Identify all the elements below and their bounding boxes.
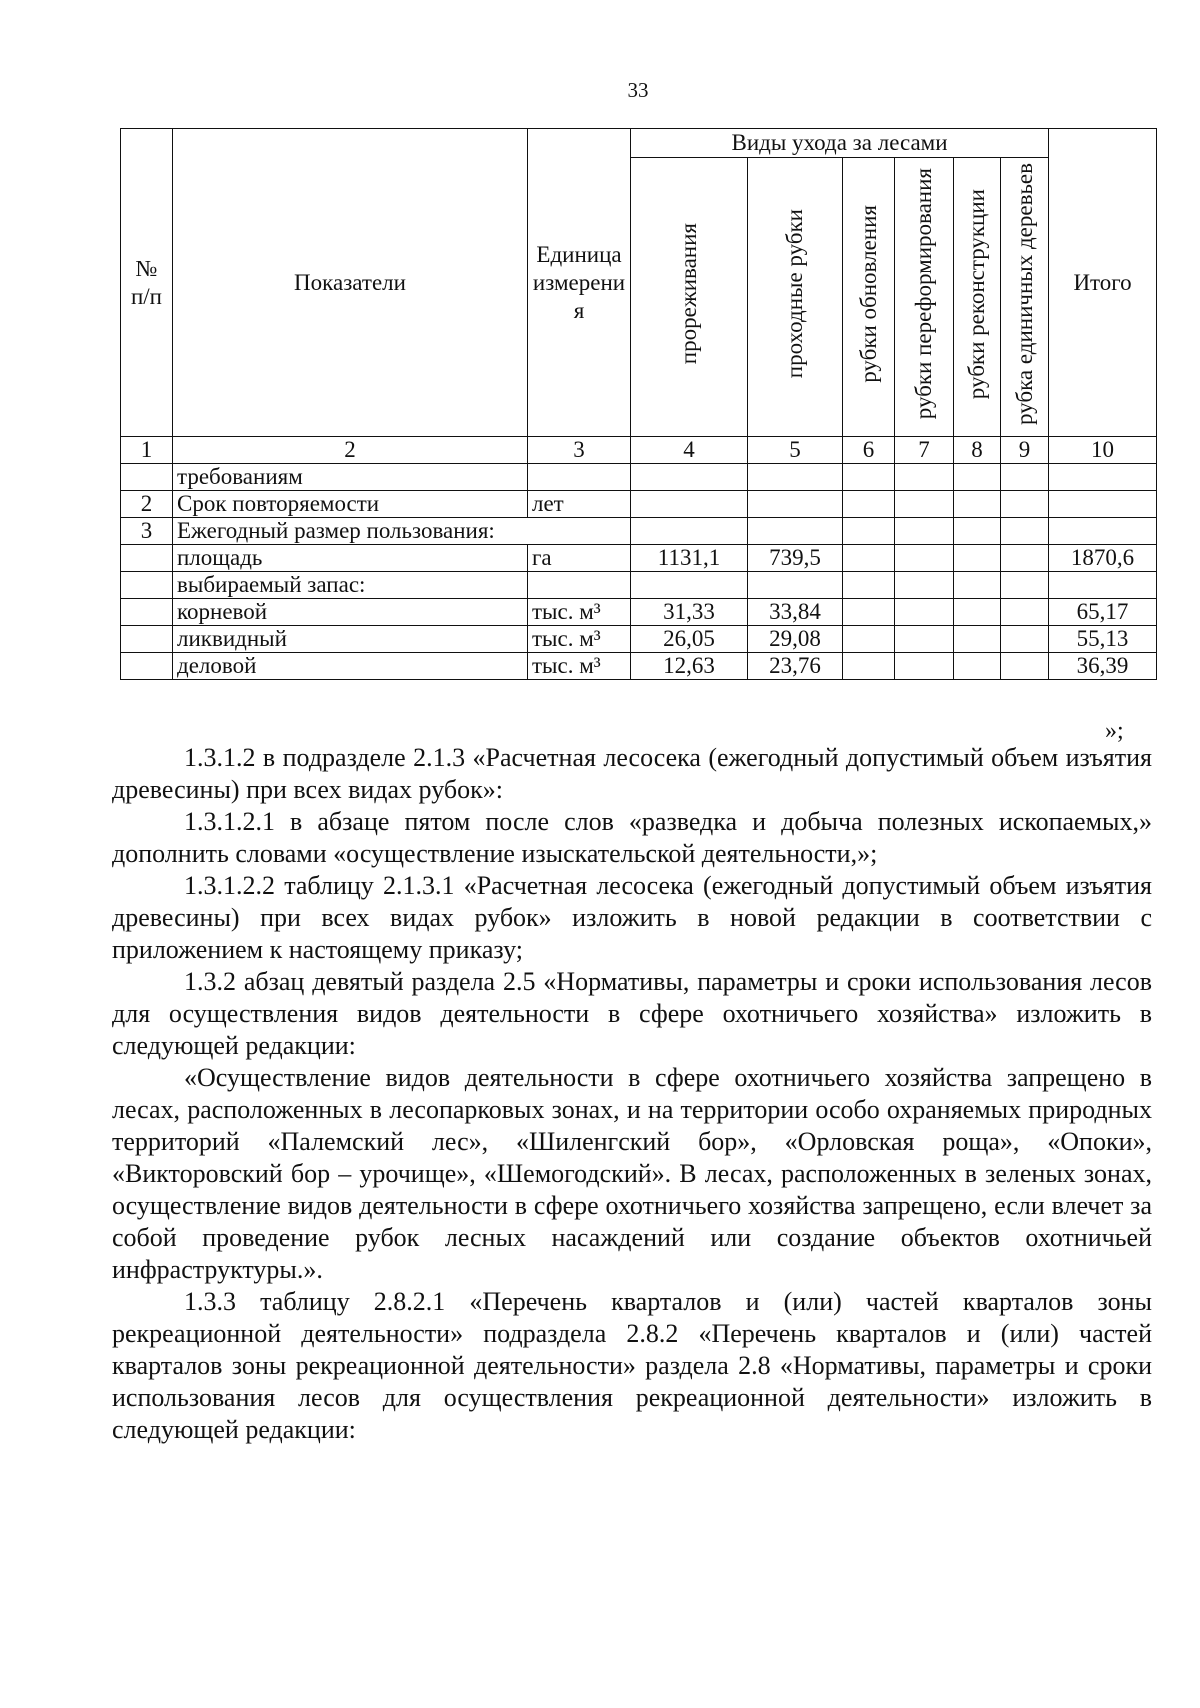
column-number: 7	[895, 437, 954, 464]
row-unit: лет	[528, 491, 631, 518]
row-indicator: деловой	[173, 653, 528, 680]
type-header-passage	[748, 158, 843, 437]
row-value-passage: 739,5	[748, 545, 843, 572]
row-num	[121, 464, 173, 491]
table-row	[121, 464, 1157, 491]
table-row	[121, 653, 1157, 680]
row-value-thinning	[631, 572, 748, 599]
row-indicator: выбираемый запас:	[173, 572, 528, 599]
row-value-thinning	[631, 518, 748, 545]
column-number: 5	[748, 437, 843, 464]
row-total: 36,39	[1049, 653, 1157, 680]
row-value-passage	[748, 572, 843, 599]
row-indicator: площадь	[173, 545, 528, 572]
row-unit	[528, 464, 631, 491]
table-row	[121, 626, 1157, 653]
row-indicator: ликвидный	[173, 626, 528, 653]
type-header-text: рубки переформирования	[911, 168, 936, 420]
row-total	[1049, 491, 1157, 518]
col-num-header	[121, 129, 173, 437]
col-indicator-header: Показатели	[173, 129, 528, 437]
col-unit-header: Единица измерени я	[528, 129, 631, 437]
quote-close: »;	[1105, 718, 1124, 744]
row-unit: га	[528, 545, 631, 572]
row-unit: тыс. м³	[528, 626, 631, 653]
row-num: 2	[121, 491, 173, 518]
row-total	[1049, 572, 1157, 599]
column-numbers-row	[121, 437, 1157, 464]
total-header: Итого	[1049, 129, 1157, 437]
type-header-text: рубки обновления	[855, 205, 881, 383]
group-header: Виды ухода за лесами	[631, 129, 1049, 158]
table-row	[121, 491, 1157, 518]
col-num-header-text: № п/п	[130, 255, 162, 309]
row-total: 65,17	[1049, 599, 1157, 626]
row-value-passage	[748, 518, 843, 545]
row-num: 3	[121, 518, 173, 545]
type-header-reconstruction	[954, 158, 1001, 437]
row-indicator: Срок повторяемости	[173, 491, 528, 518]
row-indicator: Ежегодный размер пользования:	[173, 518, 631, 545]
column-number: 3	[528, 437, 631, 464]
row-num	[121, 545, 173, 572]
column-number: 6	[843, 437, 895, 464]
row-total: 55,13	[1049, 626, 1157, 653]
column-number: 1	[121, 437, 173, 464]
table-row	[121, 518, 1157, 545]
row-value-thinning	[631, 464, 748, 491]
row-num	[121, 599, 173, 626]
type-header-text: проходные рубки	[782, 209, 807, 379]
row-value-thinning: 26,05	[631, 626, 748, 653]
row-total	[1049, 518, 1157, 545]
forest-care-table	[120, 128, 1157, 680]
paragraph: 1.3.2 абзац девятый раздела 2.5 «Нормативы, параметры и сроки использования лесов для осуществления видов деятельности в сфере охотничьего хозяйства» изложить в следующей редакции:	[112, 967, 1152, 1060]
row-unit: тыс. м³	[528, 599, 631, 626]
paragraph: 1.3.3 таблицу 2.8.2.1 «Перечень кварталов и (или) частей кварталов зоны рекреационной деятельности» подраздела 2.8.2 «Перечень кварталов и (или) частей кварталов зоны рекреационной деятельности» раздела 2.8 «Нормативы, параметры и сроки использования лесов для осуществления рекреационной деятельности» изложить в следующей редакции:	[112, 1287, 1152, 1444]
row-value-passage: 23,76	[748, 653, 843, 680]
row-num	[121, 626, 173, 653]
row-total	[1049, 464, 1157, 491]
column-number: 2	[173, 437, 528, 464]
type-header-renewal	[843, 158, 895, 437]
row-value-passage	[748, 491, 843, 518]
table-row	[121, 545, 1157, 572]
paragraph: 1.3.1.2 в подразделе 2.1.3 «Расчетная лесосека (ежегодный допустимый объем изъятия древесины) при всех видах рубок»:	[112, 743, 1152, 804]
row-num	[121, 572, 173, 599]
row-unit	[528, 572, 631, 599]
paragraph: 1.3.1.2.1 в абзаце пятом после слов «разведка и добыча полезных ископаемых,» дополнить словами «осуществление изыскательской деятельности,»;	[112, 807, 1152, 868]
row-value-passage	[748, 464, 843, 491]
table-row	[121, 599, 1157, 626]
body-text	[112, 742, 1152, 1446]
type-header-thinning	[631, 158, 748, 437]
table-row	[121, 572, 1157, 599]
row-total: 1870,6	[1049, 545, 1157, 572]
column-number: 4	[631, 437, 748, 464]
row-indicator: требованиям	[173, 464, 528, 491]
column-number: 9	[1001, 437, 1049, 464]
row-value-thinning: 12,63	[631, 653, 748, 680]
column-number: 10	[1049, 437, 1157, 464]
row-value-thinning	[631, 491, 748, 518]
type-header-text: рубки реконструкции	[964, 188, 989, 400]
row-unit: тыс. м³	[528, 653, 631, 680]
type-header-reformation	[895, 158, 954, 437]
type-header-single-trees	[1001, 158, 1049, 437]
page-number: 33	[627, 78, 649, 102]
row-value-passage: 33,84	[748, 599, 843, 626]
column-number: 8	[954, 437, 1001, 464]
type-header-text: рубка единичных деревьев	[1011, 162, 1037, 426]
row-value-thinning: 1131,1	[631, 545, 748, 572]
row-value-passage: 29,08	[748, 626, 843, 653]
paragraph: 1.3.1.2.2 таблицу 2.1.3.1 «Расчетная лесосека (ежегодный допустимый объем изъятия древесины) при всех видах рубок» изложить в новой редакции в соответствии с приложением к настоящему приказу;	[112, 871, 1152, 964]
row-value-thinning: 31,33	[631, 599, 748, 626]
row-indicator: корневой	[173, 599, 528, 626]
paragraph: «Осуществление видов деятельности в сфере охотничьего хозяйства запрещено в лесах, расположенных в лесопарковых зонах, и на территории особо охраняемых природных территорий «Палемский лес», «Шиленгский бор», «Орловская роща», «Опоки», «Викторовский бор – урочище», «Шемогодский». В лесах, расположенных в зеленых зонах, осуществление видов деятельности в сфере охотничьего хозяйства запрещено, если влечет за собой проведение рубок лесных насаждений или создание объектов охотничьей инфраструктуры.».	[112, 1063, 1152, 1284]
type-header-text: прореживания	[676, 223, 701, 365]
row-num	[121, 653, 173, 680]
